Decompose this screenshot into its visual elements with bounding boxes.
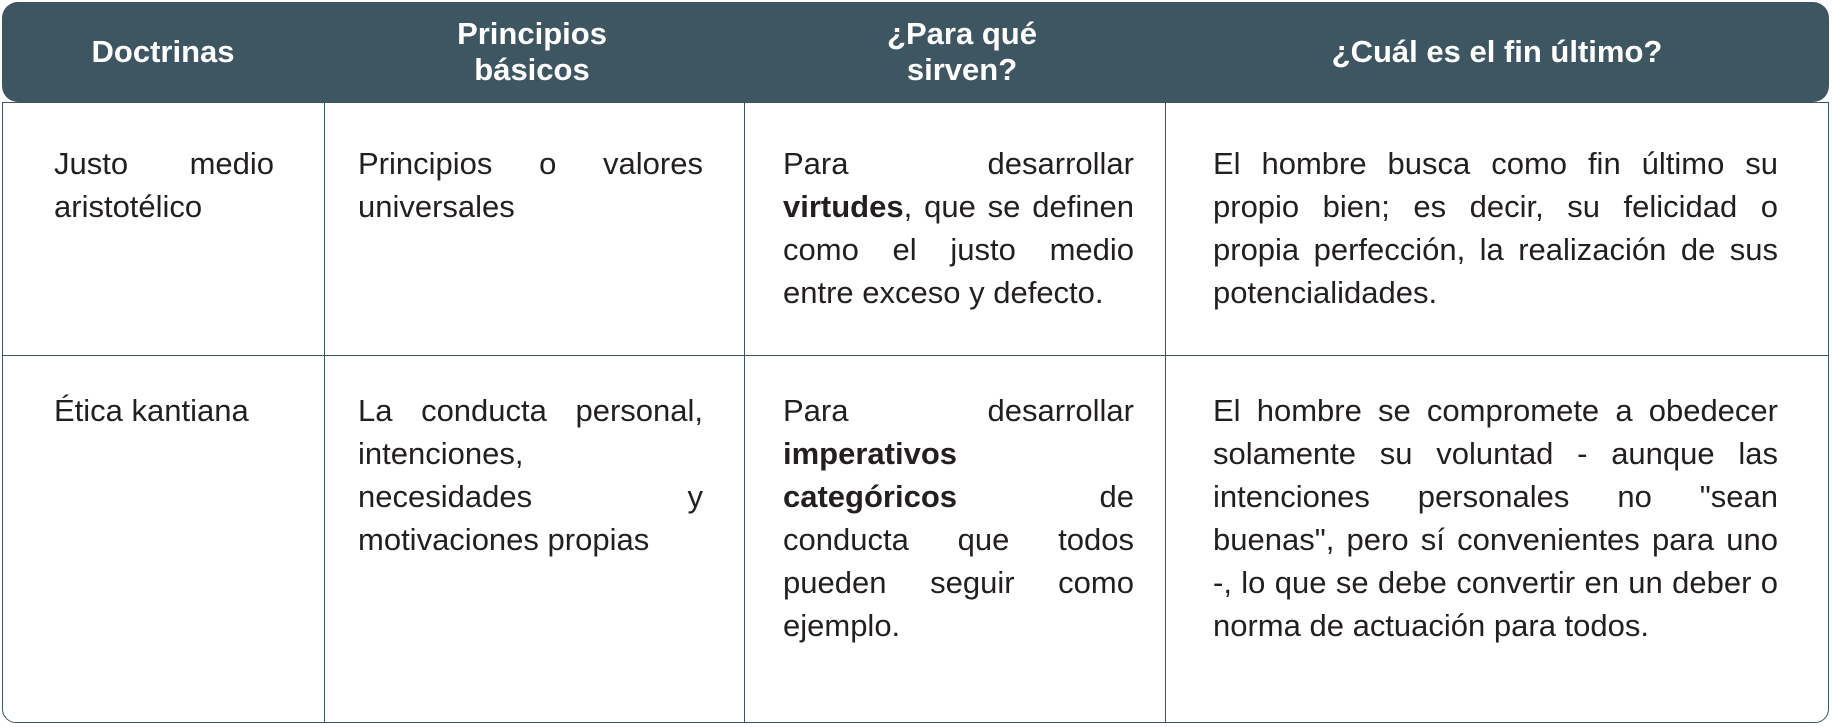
row1-principles: Principios o valores universales: [358, 146, 703, 224]
header-doctrinas: Doctrinas: [91, 34, 235, 69]
row2-principles: La conducta personal, intenciones, necesidades y motivaciones propias: [358, 393, 703, 557]
row2-end: El hombre se compromete a obedecer solamente su voluntad - aunque las intenciones personales no "sean buenas", pero sí convenientes para uno -, lo que se debe convertir en un deber o norma de actuación para todos.: [1213, 393, 1778, 643]
doctrines-table: [2, 2, 1829, 723]
header-principios: Principios básicos: [457, 16, 607, 87]
table-header: [2, 2, 1829, 102]
row1-end: El hombre busca como fin último su propio bien; es decir, su felicidad o propia perfección, la realización de sus potencialidades.: [1213, 146, 1778, 310]
row-divider: [2, 355, 1829, 356]
header-fin-ultimo: ¿Cuál es el fin último?: [1331, 34, 1663, 69]
column-divider: [744, 102, 745, 722]
column-divider: [1165, 102, 1166, 722]
header-para-que: ¿Para qué sirven?: [887, 16, 1037, 87]
row1-doctrine: Justo medio aristotélico: [54, 146, 274, 224]
column-divider: [324, 102, 325, 722]
row1-purpose: Para desarrollar virtudes, que se definen como el justo medio entre exceso y defecto.: [783, 146, 1134, 310]
row2-doctrine: Ética kantiana: [54, 393, 249, 428]
row2-purpose: Para desarrollar imperativos categóricos de conducta que todos pueden seguir como ejemplo.: [783, 393, 1134, 643]
